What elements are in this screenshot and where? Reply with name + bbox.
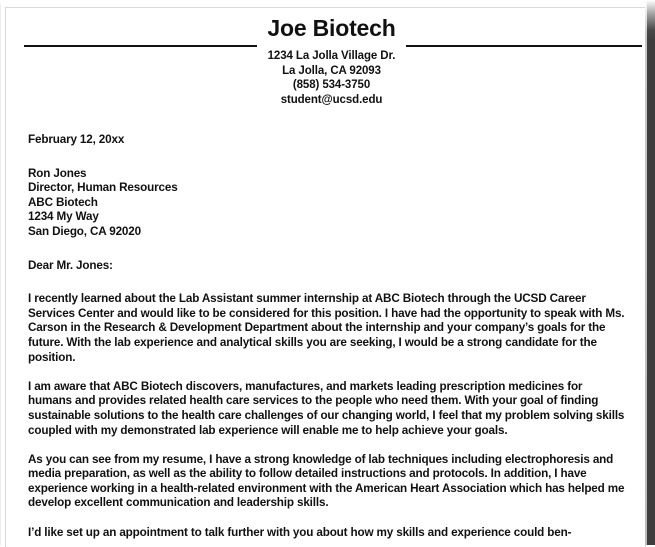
body-paragraph: I recently learned about the Lab Assistant summer internship at ABC Biotech through the UCSD Career Services Center and would like to be considered for this position. I have had the opportunity to speak with Ms. Carson in the Research & Development Department about the internship and your company’s goals for the future. With the lab experience and analytical skills you are seeking, I would be a strong candidate for the position. — [28, 292, 625, 364]
body-paragraph: As you can see from my resume, I have a strong knowledge of lab techniques including electrophoresis and media preparation, as well as the ability to follow detailed instructions and protocols. In addition, I have experience working in a health-related environment with the American Heart Association which has helped me develop excellent communication and leadership skills. — [28, 452, 625, 510]
body-paragraph: I am aware that ABC Biotech discovers, manufactures, and markets leading prescription medicines for humans and provides related health care services to the people who need them. With your goal of finding sustainable solutions to the health care challenges of our changing world, I feel that my problem solving skills coupled with my demonstrated lab experience will enable me to help achieve your goals. — [28, 379, 625, 437]
recipient-city-state-zip: San Diego, CA 92020 — [28, 224, 141, 238]
cover-letter — [6, 8, 646, 547]
sender-address-line: La Jolla, CA 92093 — [282, 64, 381, 77]
sender-address-line: 1234 La Jolla Village Dr. — [267, 50, 396, 62]
sender-email: student@ucsd.edu — [280, 93, 383, 106]
letter-body — [28, 133, 635, 540]
recipient-company: ABC Biotech — [28, 195, 98, 209]
recipient-title: Director, Human Resources — [28, 181, 178, 195]
sender-address-block — [28, 49, 635, 107]
letter-date: February 12, 20xx — [28, 133, 125, 146]
salutation: Dear Mr. Jones: — [28, 258, 113, 272]
page-outer-hairline — [0, 4, 1, 545]
letterhead — [28, 8, 635, 107]
body-paragraph-clipped: I’d like set up an appointment to talk further with you about how my skills and experience could ben- — [28, 525, 572, 539]
sender-name: Joe Biotech — [257, 8, 405, 48]
recipient-name: Ron Jones — [28, 166, 87, 180]
salutation-block — [28, 259, 635, 274]
recipient-street: 1234 My Way — [28, 210, 99, 224]
sender-phone: (858) 534-3750 — [292, 79, 371, 91]
letter-date-block — [28, 133, 635, 148]
document-page — [5, 7, 646, 547]
recipient-address-block — [28, 167, 635, 240]
vertical-scrollbar[interactable] — [647, 0, 655, 545]
